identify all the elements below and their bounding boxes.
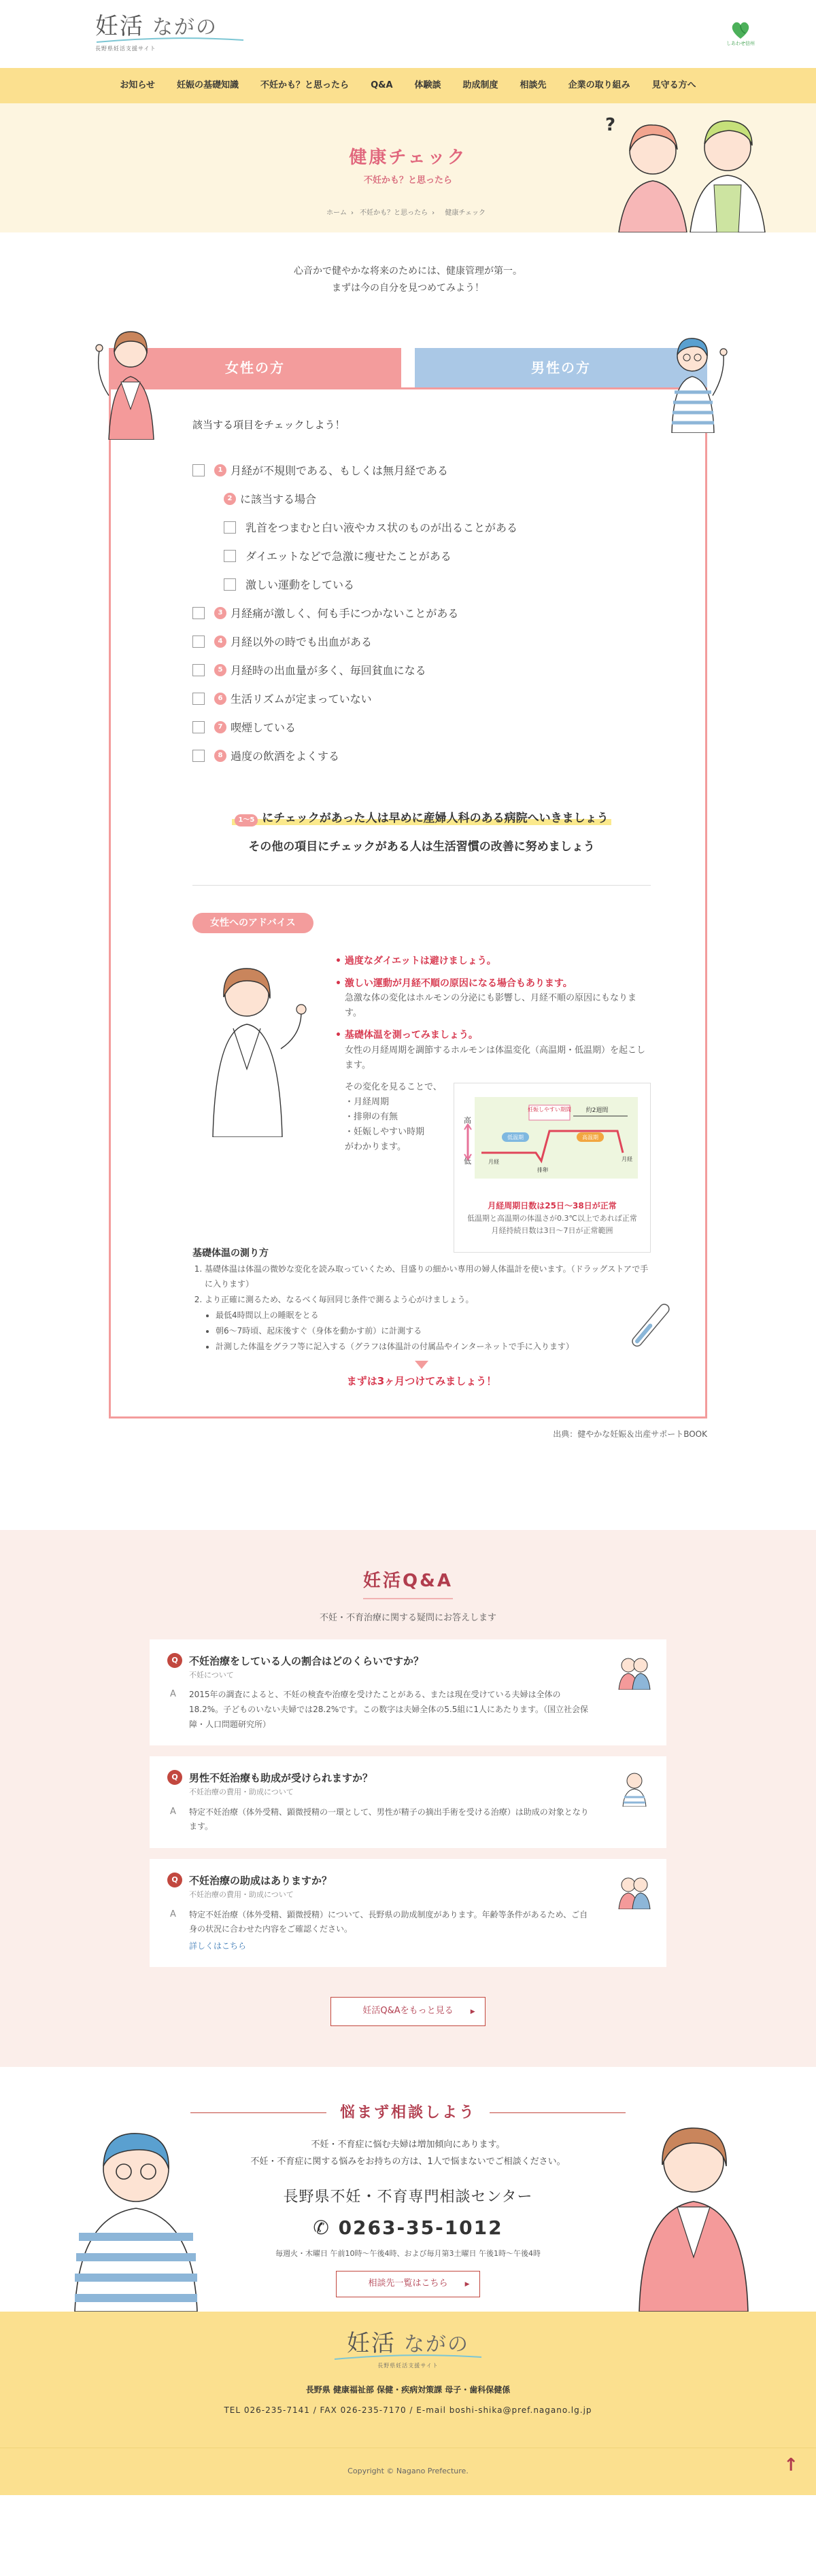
checkbox[interactable] <box>192 464 205 476</box>
couple-avatar-icon <box>615 1650 654 1690</box>
breadcrumb-infertility[interactable]: 不妊かも？と思ったら <box>360 209 428 217</box>
check-item-2a[interactable]: 乳首をつまむと白い液やカス状のものが出ることがある <box>192 513 651 542</box>
qa-section <box>0 1530 816 2067</box>
couple-avatar-icon <box>615 1870 654 1909</box>
advice-head-1: • 過度なダイエットは避けましょう。 <box>335 954 651 969</box>
qa-category: 不妊について <box>189 1670 234 1679</box>
check-item-2: 2 に該当する場合 <box>192 485 651 513</box>
qa-category: 不妊治療の費用・助成について <box>189 1788 294 1797</box>
checkbox[interactable] <box>192 693 205 705</box>
breadcrumb: ホーム › 不妊かも？と思ったら › 健康チェック <box>326 209 486 217</box>
global-nav <box>0 68 816 103</box>
bbt-title: 基礎体温の測り方 <box>192 1248 269 1259</box>
check-item-2b[interactable]: ダイエットなどで急激に痩せたことがある <box>192 542 651 570</box>
svg-text:低温期: 低温期 <box>507 1134 524 1141</box>
svg-text:高: 高 <box>464 1116 471 1126</box>
pref-logo[interactable]: しあわせ信州 <box>726 20 755 48</box>
checkbox[interactable] <box>224 550 236 562</box>
q-mark-icon: Q <box>167 1873 182 1887</box>
man-illustration <box>61 2114 211 2312</box>
check-item-5[interactable]: 5 月経時の出血量が多く、毎回貧血になる <box>192 656 651 684</box>
down-arrow-icon <box>415 1361 428 1369</box>
qa-more-button[interactable]: 妊活Q&Aをもっと見る ▶ <box>330 1997 485 2026</box>
nav-item-infertility[interactable]: 不妊かも？と思ったら <box>260 80 350 90</box>
qa-card[interactable] <box>150 1756 666 1848</box>
check-item-8[interactable]: 8 過度の飲酒をよくする <box>192 742 651 770</box>
qa-list <box>150 1639 666 1967</box>
advice-block <box>192 954 651 1239</box>
breadcrumb-current: 健康チェック <box>445 209 486 217</box>
advice-text-2: 急激な体の変化はホルモンの分泌にも影響し、月経不順の原因にもなります。 <box>345 992 637 1019</box>
q-mark-icon: Q <box>167 1770 182 1785</box>
consult-phone[interactable]: ✆ 0263-35-1012 <box>313 2216 503 2240</box>
page-subtitle: 不妊かも？と思ったら <box>363 175 452 186</box>
gender-tabs <box>109 348 707 387</box>
check-lead: 該当する項目をチェックしよう！ <box>192 419 345 432</box>
couple-illustration <box>578 110 789 232</box>
a-mark: A <box>170 1806 176 1817</box>
bbt-howto <box>192 1246 651 1389</box>
woman-advice-illustration <box>192 954 322 1137</box>
checkbox[interactable] <box>224 521 236 534</box>
checkbox[interactable] <box>192 721 205 733</box>
svg-text:高温期: 高温期 <box>582 1134 598 1141</box>
copyright: Copyright © Nagano Prefecture. <box>0 2448 816 2495</box>
qa-card[interactable] <box>150 1639 666 1745</box>
chart-caption-2: 低温期と高温期の体温さが0.3℃以上であれば正常 月経持続日数は3日〜7日が正常範囲 <box>467 1214 637 1235</box>
footer-org: 長野県 健康福祉部 保健・疾病対策課 母子・歯科保健係 <box>305 2385 511 2395</box>
qa-detail-link[interactable]: 詳しくはこちら <box>189 1940 247 1951</box>
logo-swoosh-icon <box>333 2354 483 2361</box>
qa-answer: 特定不妊治療（体外受精、顕微授精の一環として、男性が精子の摘出手術を受ける治療）は助成の対象となります。 <box>189 1807 589 1832</box>
checkbox[interactable] <box>192 636 205 648</box>
svg-text:?: ? <box>605 115 616 135</box>
footer-contact: TEL 026-235-7141 / FAX 026-235-7170 / E-mail boshi-shika@pref.nagano.lg.jp <box>224 2405 592 2415</box>
consult-lead: 不妊・不育症に悩む夫婦は増加傾向にあります。 不妊・不育症に関する悩みをお持ちの方は、1人で悩まないでご相談ください。 <box>250 2139 566 2167</box>
advice-pill: 女性へのアドバイス <box>192 913 313 933</box>
breadcrumb-home[interactable]: ホーム <box>326 209 347 217</box>
bbt-diagram <box>461 1090 643 1192</box>
consult-title: 悩まず相談しよう <box>177 2101 639 2125</box>
checkbox[interactable] <box>192 664 205 676</box>
heart-leaf-icon <box>729 20 752 40</box>
check-item-4[interactable]: 4 月経以外の時でも出血がある <box>192 627 651 656</box>
tab-male[interactable]: 男性の方 <box>415 348 707 387</box>
nav-item-subsidy[interactable]: 助成制度 <box>462 80 498 90</box>
result-highlight: 1〜5 にチェックがあった人は早めに産婦人科のある病院へいきましょう <box>192 810 651 828</box>
checkbox[interactable] <box>192 607 205 619</box>
site-header <box>0 0 816 68</box>
svg-text:低: 低 <box>464 1157 471 1166</box>
divider <box>192 885 651 886</box>
qa-answer: 特定不妊治療（体外受精、顕微授精）について、長野県の助成制度があります。年齢等条件があるため、ご自身の状況に合わせた内容をご確認ください。 <box>189 1909 588 1934</box>
logo-main: 妊活 ながの <box>95 12 218 40</box>
site-logo[interactable] <box>95 12 245 54</box>
a-mark: A <box>170 1909 176 1919</box>
advice-text-3: 女性の月経周期を調節するホルモンは体温変化（高温期・低温期）を起こします。 <box>345 1045 646 1071</box>
qa-card[interactable] <box>150 1859 666 1967</box>
nav-item-watch[interactable]: 見守る方へ <box>651 80 696 90</box>
qa-question: 不妊治療の助成はありますか？ <box>189 1875 333 1887</box>
consult-section <box>0 2067 816 2312</box>
consult-list-button[interactable]: 相談先一覧はこちら ▶ <box>336 2271 479 2297</box>
man-pointing-illustration <box>660 328 734 433</box>
logo-swoosh-icon <box>95 37 245 43</box>
nav-item-basics[interactable]: 妊娠の基礎知識 <box>177 80 239 90</box>
logo-subtitle: 長野県妊活支援サイト <box>95 45 156 52</box>
man-avatar-icon <box>615 1767 654 1807</box>
nav-item-stories[interactable]: 体験談 <box>414 80 441 90</box>
bbt-conclusion: まずは3ヶ月つけてみましょう！ <box>346 1375 497 1388</box>
svg-text:約2週間: 約2週間 <box>585 1107 609 1115</box>
page-top-arrow-icon[interactable]: ↑ <box>783 2455 798 2476</box>
woman-pointing-illustration <box>88 321 170 440</box>
intro-text: 心音かで健やかな将来のためには、健康管理が第一。 まずは今の自分を見つめてみよう！ <box>294 266 522 294</box>
tab-female[interactable]: 女性の方 <box>109 348 401 387</box>
bbt-steps: 1. 基礎体温は体温の微妙な変化を読み取っていくため、目盛りの細かい専用の婦人体温計を使います。（ドラッグストアで手に入ります） 2. より正確に測るため、なるべく毎回同じ条件で測るよう心がけましょう。 <box>192 1261 651 1308</box>
site-footer <box>0 2312 816 2495</box>
nav-item-news[interactable]: お知らせ <box>120 80 156 90</box>
health-check-section <box>109 348 707 1418</box>
bbt-bullets: • 最低4時間以上の睡眠をとる • 朝6〜7時頃、起床後すぐ（身体を動かす前）に計測する • 計測した体温をグラフ等に記入する（グラフは体温計の付属品やインターネットで手に入ります） <box>192 1308 651 1354</box>
check-item-2c[interactable]: 激しい運動をしている <box>192 570 651 599</box>
check-item-3[interactable]: 3 月経痛が激しく、何も手につかないことがある <box>192 599 651 627</box>
chart-caption-1: 月経周期日数は25日〜38日が正常 <box>488 1201 617 1211</box>
qa-category: 不妊治療の費用・助成について <box>189 1890 294 1900</box>
svg-text:妊娠しやすい期間: 妊娠しやすい期間 <box>528 1107 571 1113</box>
qa-answer: 2015年の調査によると、不妊の検査や治療を受けたことがある、または現在受けている夫婦は全体の18.2%。子どものいない夫婦では28.2%です。この数字は夫婦全体の5.5組に1人にあたります。（国立社会保障・人口問題研究所） <box>189 1690 589 1729</box>
woman-illustration <box>626 2108 762 2312</box>
result-other: その他の項目にチェックがある人は生活習慣の改善に努めましょう <box>248 839 595 854</box>
advice-head-3: • 基礎体温を測ってみましょう。 <box>335 1028 651 1043</box>
nav-item-consult[interactable]: 相談先 <box>520 80 547 90</box>
consult-hours: 毎週火・木曜日 午前10時〜午後4時、および毎月第3土曜日 午後1時〜午後4時 <box>275 2249 541 2259</box>
checkbox[interactable] <box>224 578 236 591</box>
hero <box>0 103 816 232</box>
q-mark-icon: Q <box>167 1653 182 1668</box>
checkbox[interactable] <box>192 750 205 762</box>
a-mark: A <box>170 1689 176 1700</box>
consult-center-name: 長野県不妊・不育専門相談センター <box>283 2189 533 2206</box>
check-panel <box>109 387 707 1418</box>
check-item-1[interactable]: 1 月経が不規則である、もしくは無月経である <box>192 456 651 485</box>
svg-text:排卵: 排卵 <box>537 1167 548 1174</box>
qa-question: 不妊治療をしている人の割合はどのくらいですか？ <box>189 1654 424 1667</box>
svg-text:月経: 月経 <box>488 1159 499 1166</box>
advice-head-2: • 激しい運動が月経不順の原因になる場合もあります。 <box>335 976 651 991</box>
advice-extra: その変化を見ることで、 ・月経周期 ・排卵の有無 ・妊娠しやすい時期 がわかります。 <box>345 1081 442 1153</box>
source-note: 出典：健やかな妊娠＆出産サポートBOOK <box>553 1429 707 1440</box>
qa-lead: 不妊・不育治療に関する疑問にお答えします <box>319 1613 496 1624</box>
nav-item-company[interactable]: 企業の取り組み <box>568 80 630 90</box>
qa-question: 男性不妊治療も助成が受けられますか？ <box>189 1772 373 1785</box>
footer-logo[interactable]: 妊活 ながの 長野県妊活支援サイト <box>333 2332 483 2371</box>
thermometer-icon <box>619 1296 680 1357</box>
svg-text:月経: 月経 <box>622 1156 632 1163</box>
phone-icon: ✆ <box>313 2216 330 2240</box>
basal-temperature-chart <box>454 1083 651 1253</box>
qa-title: 妊活Q&A <box>363 1567 453 1600</box>
page-title: 健康チェック <box>349 147 467 168</box>
check-item-6[interactable]: 6 生活リズムが定まっていない <box>192 684 651 713</box>
check-item-7[interactable]: 7 喫煙している <box>192 713 651 742</box>
nav-item-qa[interactable]: Q&A <box>371 80 393 90</box>
